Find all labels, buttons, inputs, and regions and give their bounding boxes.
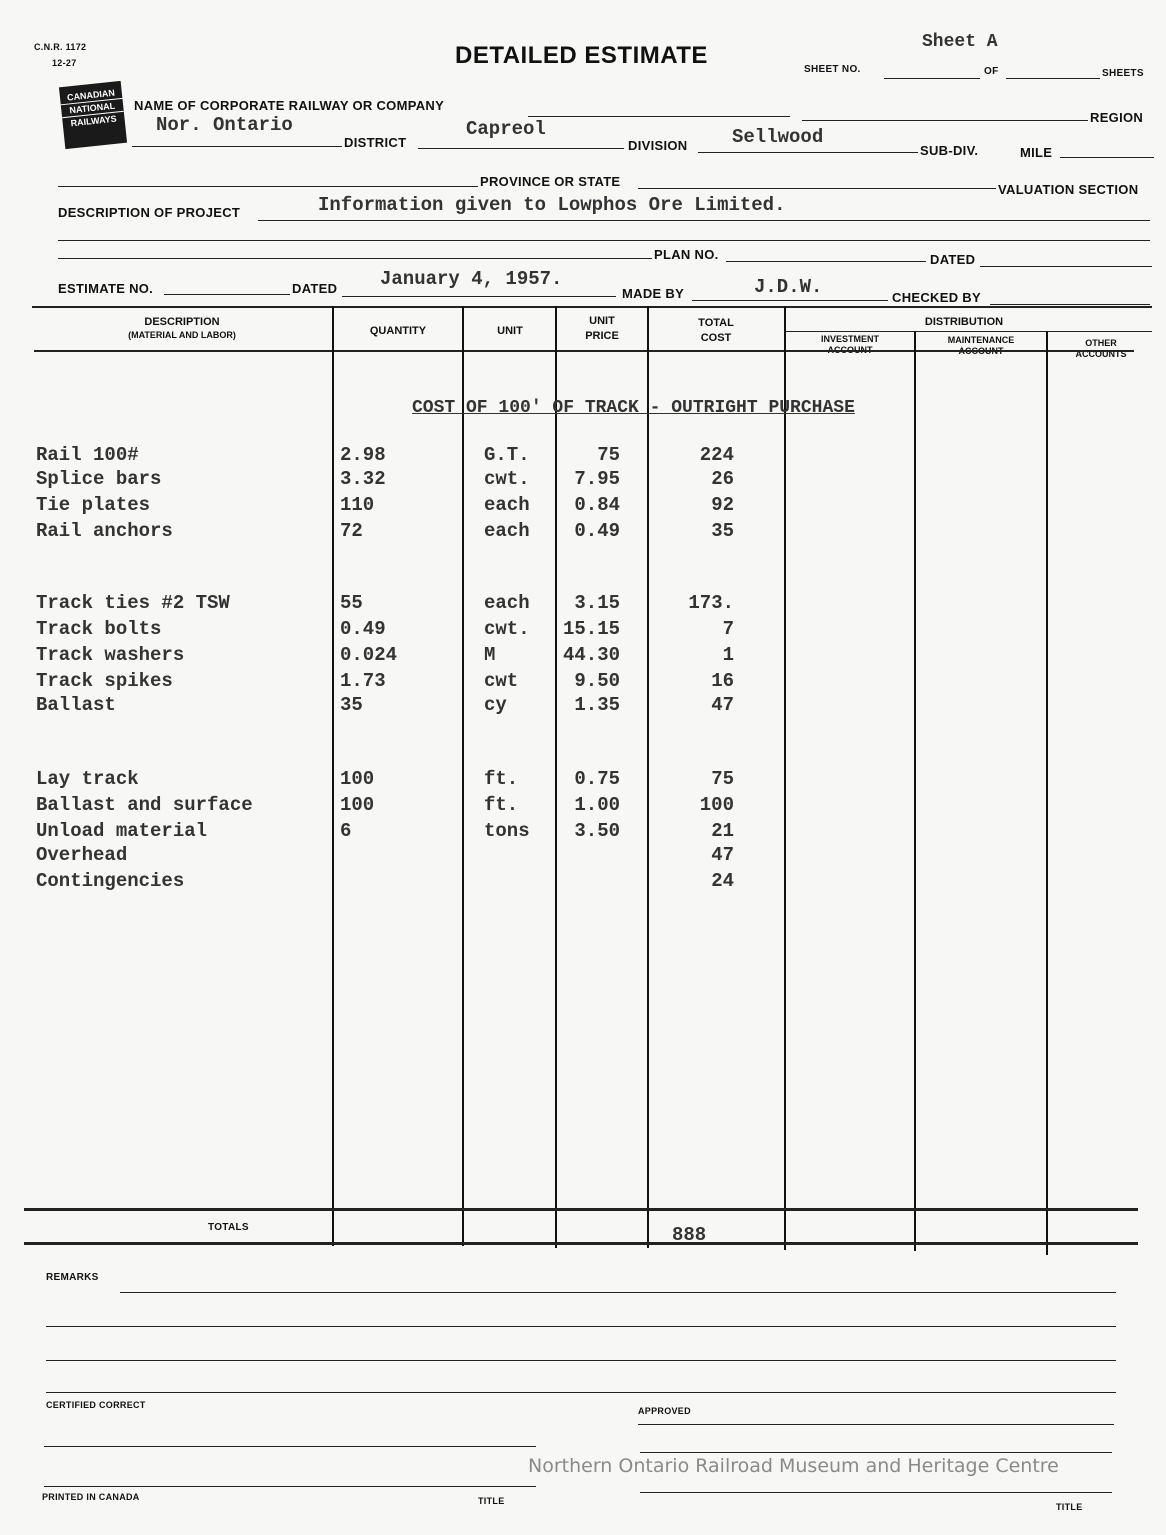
cnr-logo bbox=[59, 81, 127, 149]
row-total-cost: 47 bbox=[711, 844, 734, 866]
col-unit: UNIT bbox=[497, 325, 523, 337]
row-description: Rail 100# bbox=[36, 444, 139, 466]
row-description: Track ties #2 TSW bbox=[36, 592, 230, 614]
row-total-cost: 7 bbox=[722, 618, 734, 640]
district-value: Capreol bbox=[466, 118, 546, 140]
row-unit-price: 3.50 bbox=[574, 820, 620, 842]
row-total-cost: 224 bbox=[699, 444, 734, 466]
region-label: REGION bbox=[1090, 110, 1144, 125]
made-by-label: MADE BY bbox=[622, 286, 685, 301]
row-description: Track spikes bbox=[36, 670, 173, 692]
row-description: Rail anchors bbox=[36, 520, 173, 542]
row-unit-price: 44.30 bbox=[562, 644, 620, 666]
company-label: NAME OF CORPORATE RAILWAY OR COMPANY bbox=[134, 98, 445, 113]
row-unit-price: 0.49 bbox=[574, 520, 620, 542]
row-unit: cy bbox=[484, 694, 507, 716]
row-unit: cwt. bbox=[484, 618, 530, 640]
row-total-cost: 35 bbox=[711, 520, 734, 542]
checked-label: CHECKED BY bbox=[892, 290, 981, 305]
row-total-cost: 24 bbox=[711, 870, 734, 892]
made-by-value: J.D.W. bbox=[754, 276, 823, 298]
watermark: Northern Ontario Railroad Museum and Heritage Centre bbox=[528, 1455, 1059, 1477]
row-unit-price: 7.95 bbox=[574, 468, 620, 490]
totals-label: TOTALS bbox=[208, 1222, 249, 1233]
row-total-cost: 75 bbox=[711, 768, 734, 790]
col-investment: INVESTMENT ACCOUNT bbox=[820, 334, 879, 355]
estimate-label: ESTIMATE NO. bbox=[58, 281, 154, 296]
logo-line: CANADIAN bbox=[66, 87, 116, 103]
sheets-label: SHEETS bbox=[1102, 68, 1144, 79]
row-unit-price: 9.50 bbox=[574, 670, 620, 692]
region-value: Nor. Ontario bbox=[156, 114, 293, 136]
row-total-cost: 173. bbox=[688, 592, 734, 614]
row-unit: each bbox=[484, 592, 530, 614]
col-other: OTHER ACCOUNTS bbox=[1075, 338, 1127, 359]
row-unit-price: 0.75 bbox=[574, 768, 620, 790]
form-code-2: 12-27 bbox=[52, 58, 77, 68]
row-description: Lay track bbox=[36, 768, 139, 790]
division-label: DIVISION bbox=[628, 138, 688, 153]
title-label-1: TITLE bbox=[478, 1496, 505, 1506]
mile-label: MILE bbox=[1020, 145, 1053, 160]
col-unit-price: UNIT PRICE bbox=[585, 315, 619, 342]
plan-label: PLAN NO. bbox=[654, 247, 719, 262]
remarks-label: REMARKS bbox=[46, 1272, 99, 1283]
row-total-cost: 21 bbox=[711, 820, 734, 842]
row-unit-price: 1.00 bbox=[574, 794, 620, 816]
col-total-cost: TOTAL COST bbox=[698, 317, 734, 344]
row-total-cost: 100 bbox=[699, 794, 734, 816]
row-description: Tie plates bbox=[36, 494, 151, 516]
row-description: Unload material bbox=[36, 820, 208, 842]
row-unit-price: 1.35 bbox=[574, 694, 620, 716]
row-unit-price: 75 bbox=[597, 444, 620, 466]
row-quantity: 0.49 bbox=[340, 618, 386, 640]
valuation-label: VALUATION SECTION bbox=[998, 182, 1139, 197]
row-unit: M bbox=[484, 644, 496, 666]
row-quantity: 35 bbox=[340, 694, 363, 716]
row-quantity: 100 bbox=[340, 794, 375, 816]
row-quantity: 1.73 bbox=[340, 670, 386, 692]
dated-label: DATED bbox=[930, 252, 976, 267]
row-description: Track washers bbox=[36, 644, 185, 666]
division-value: Sellwood bbox=[732, 126, 824, 148]
sheet-no-label: SHEET NO. bbox=[804, 64, 861, 75]
row-unit: ft. bbox=[484, 768, 519, 790]
row-quantity: 72 bbox=[340, 520, 363, 542]
row-total-cost: 47 bbox=[711, 694, 734, 716]
totals-value: 888 bbox=[672, 1224, 707, 1246]
row-quantity: 6 bbox=[340, 820, 352, 842]
row-unit-price: 0.84 bbox=[574, 494, 620, 516]
project-label: DESCRIPTION OF PROJECT bbox=[58, 205, 241, 220]
row-description: Contingencies bbox=[36, 870, 185, 892]
district-label: DISTRICT bbox=[344, 135, 407, 150]
row-unit: cwt bbox=[484, 670, 519, 692]
row-unit: each bbox=[484, 494, 530, 516]
row-quantity: 2.98 bbox=[340, 444, 386, 466]
row-description: Ballast and surface bbox=[36, 794, 253, 816]
section-title: COST OF 100' OF TRACK - OUTRIGHT PURCHASE bbox=[412, 398, 855, 418]
of-label: OF bbox=[984, 66, 999, 77]
row-description: Ballast bbox=[36, 694, 116, 716]
row-description: Splice bars bbox=[36, 468, 162, 490]
row-total-cost: 16 bbox=[711, 670, 734, 692]
approved-label: APPROVED bbox=[638, 1406, 691, 1416]
row-unit: tons bbox=[484, 820, 530, 842]
row-quantity: 55 bbox=[340, 592, 363, 614]
row-unit: cwt. bbox=[484, 468, 530, 490]
row-unit-price: 3.15 bbox=[574, 592, 620, 614]
logo-line: RAILWAYS bbox=[70, 113, 118, 129]
dated2-value: January 4, 1957. bbox=[380, 268, 563, 290]
row-quantity: 3.32 bbox=[340, 468, 386, 490]
row-total-cost: 26 bbox=[711, 468, 734, 490]
col-quantity: QUANTITY bbox=[369, 325, 427, 337]
row-total-cost: 92 bbox=[711, 494, 734, 516]
page-title: DETAILED ESTIMATE bbox=[455, 42, 708, 69]
row-unit: ft. bbox=[484, 794, 519, 816]
row-description: Overhead bbox=[36, 844, 128, 866]
sheet-handwritten: Sheet A bbox=[922, 32, 998, 52]
row-unit-price: 15.15 bbox=[562, 618, 620, 640]
col-description: DESCRIPTION (MATERIAL AND LABOR) bbox=[128, 316, 236, 340]
row-description: Track bolts bbox=[36, 618, 162, 640]
province-label: PROVINCE OR STATE bbox=[480, 174, 621, 189]
certified-label: CERTIFIED CORRECT bbox=[46, 1400, 146, 1410]
col-distribution: DISTRIBUTION bbox=[924, 316, 1004, 328]
subdiv-label: SUB-DIV. bbox=[920, 143, 979, 158]
dated2-label: DATED bbox=[292, 281, 338, 296]
row-unit: each bbox=[484, 520, 530, 542]
row-unit: G.T. bbox=[484, 444, 530, 466]
row-total-cost: 1 bbox=[722, 644, 734, 666]
row-quantity: 100 bbox=[340, 768, 375, 790]
title-label-2: TITLE bbox=[1056, 1502, 1083, 1512]
row-quantity: 0.024 bbox=[340, 644, 398, 666]
project-value: Information given to Lowphos Ore Limited. bbox=[318, 194, 786, 216]
logo-line: NATIONAL bbox=[61, 98, 124, 118]
row-quantity: 110 bbox=[340, 494, 375, 516]
form-code: C.N.R. 1172 bbox=[34, 42, 87, 52]
printed-label: PRINTED IN CANADA bbox=[42, 1492, 140, 1502]
col-maintenance: MAINTENANCE ACCOUNT bbox=[947, 335, 1015, 356]
